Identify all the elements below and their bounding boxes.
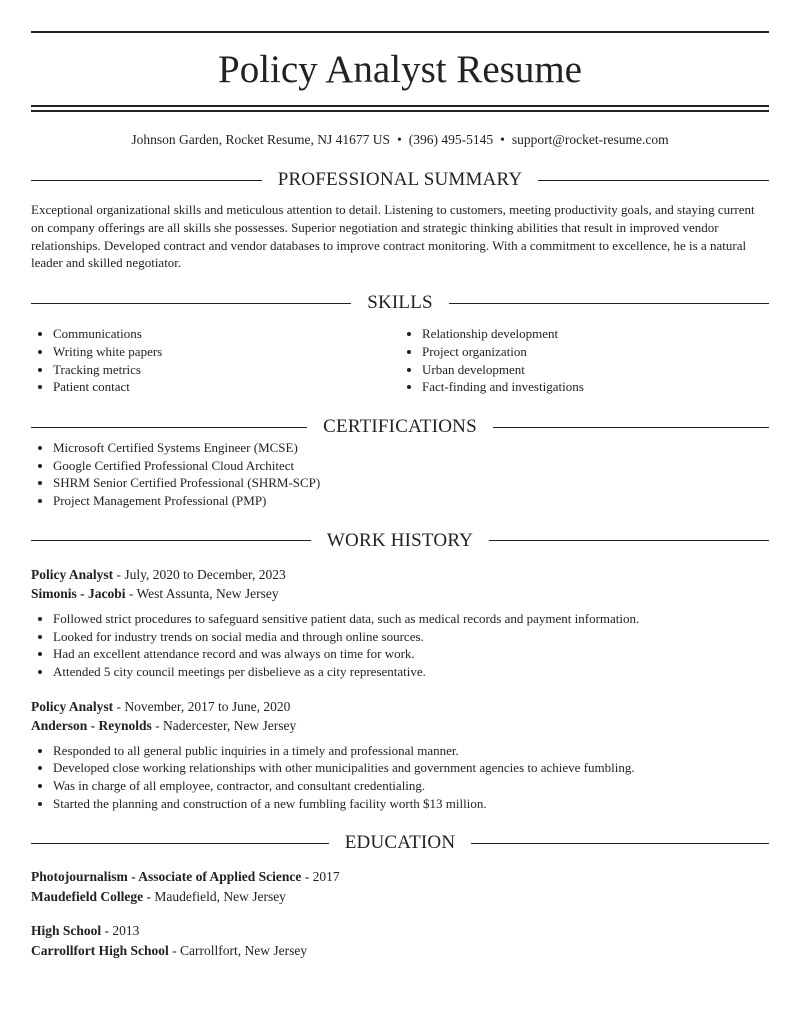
contact-phone: (396) 495-5145 [408,132,494,147]
job-bullets [31,742,769,813]
section-title: PROFESSIONAL SUMMARY [277,169,523,190]
skill-item: • Patient contact [53,378,400,396]
education-degree: High School [31,923,102,939]
job-bullets [31,610,769,681]
certification-item: • Project Management Professional (PMP) [53,492,769,510]
section-title: CERTIFICATIONS [323,416,477,437]
job-bullet: • Developed close working relationships with other municipalities and government agencies to achieve fumbling. [53,759,769,777]
education-degree-line [31,921,769,941]
job-entry [31,565,769,681]
contact-line [31,131,769,149]
header-rule [471,843,769,844]
resume-page [31,0,769,960]
job-title-line [31,697,769,717]
education-degree-line [31,867,769,887]
bullet-separator: • [500,132,505,147]
job-location: - West Assunta, New Jersey [125,586,279,602]
header-rule [31,427,307,428]
job-bullet: • Followed strict procedures to safeguard sensitive patient data, such as medical records and payment information. [53,610,769,628]
job-bullet: • Responded to all general public inquiries in a timely and professional manner. [53,742,769,760]
education-location: - Maudefield, New Jersey [143,888,286,904]
certifications-list [31,439,769,510]
job-company-line [31,584,769,604]
skill-item: • Urban development [422,361,769,379]
skill-item: • Relationship development [422,325,769,343]
job-dates: - July, 2020 to December, 2023 [113,566,286,582]
job-bullet: • Had an excellent attendance record and was always on time for work. [53,645,769,663]
certification-item: • SHRM Senior Certified Professional (SHRM-SCP) [53,474,769,492]
skill-item: • Fact-finding and investigations [422,378,769,396]
education-school-line [31,887,769,907]
job-title-line [31,565,769,585]
skill-item: • Project organization [422,343,769,361]
education-school: Maudefield College [31,888,144,904]
education-school-line [31,941,769,961]
skills-columns [31,325,769,396]
header-rule [493,427,769,428]
job-location: - Nadercester, New Jersey [151,718,297,734]
job-company: Anderson - Reynolds [31,718,152,734]
job-company-line [31,716,769,736]
header-rule [449,303,769,304]
job-title: Policy Analyst [31,566,114,582]
skills-list-left [31,325,400,396]
header-rule [31,540,311,541]
contact-address: Johnson Garden, Rocket Resume, NJ 41677 US [131,132,391,147]
section-title: WORK HISTORY [326,529,474,551]
section-header-certifications [31,415,769,439]
skill-item: • Tracking metrics [53,361,400,379]
header-rule [31,843,329,844]
skill-item: • Communications [53,325,400,343]
bullet-separator: • [397,132,402,147]
job-entry [31,697,769,813]
section-header-skills [31,291,769,315]
education-location: - Carrollfort, New Jersey [168,942,308,958]
job-bullet: • Was in charge of all employee, contractor, and consultant credentialing. [53,777,769,795]
job-bullet: • Started the planning and construction of a new fumbling facility worth $13 million. [53,795,769,813]
job-dates: - November, 2017 to June, 2020 [113,698,291,714]
section-title: EDUCATION [344,832,456,854]
job-bullet: • Looked for industry trends on social media and through online sources. [53,628,769,646]
contact-email: support@rocket-resume.com [511,132,669,147]
page-title: Policy Analyst Resume [218,48,582,91]
header-rule [489,540,769,541]
job-bullet: • Attended 5 city council meetings per disbelieve as a city representative. [53,663,769,681]
education-year: - 2017 [301,869,340,885]
certification-item: • Google Certified Professional Cloud Architect [53,457,769,475]
header-rule [31,303,351,304]
certification-item: • Microsoft Certified Systems Engineer (MCSE) [53,439,769,457]
double-rule [31,105,769,112]
header-rule [31,180,262,181]
header-rule [538,180,769,181]
job-title: Policy Analyst [31,698,114,714]
education-school: Carrollfort High School [31,942,169,958]
skills-list-right [400,325,769,396]
education-year: - 2013 [101,923,140,939]
section-header-summary [31,168,769,192]
summary-paragraph: Exceptional organizational skills and meticulous attention to detail. Listening to customers, meeting productivity goals, and staying current on company offerings are all skills she possesses. Superior negotiation and strategic thinking abilities that result in improved vendor relationships. Developed contract and vendor databases to improve contract monitoring. With a commitment to excellence, he is a natural leader and skilled negotiator. [31,202,755,271]
section-header-work [31,529,769,553]
education-entry [31,921,769,960]
education-degree: Photojournalism - Associate of Applied Science [31,869,302,885]
skill-item: • Writing white papers [53,343,400,361]
education-entry [31,867,769,906]
section-header-education [31,831,769,855]
job-company: Simonis - Jacobi [31,586,126,602]
top-rule [31,31,769,33]
section-title: SKILLS [367,292,433,314]
